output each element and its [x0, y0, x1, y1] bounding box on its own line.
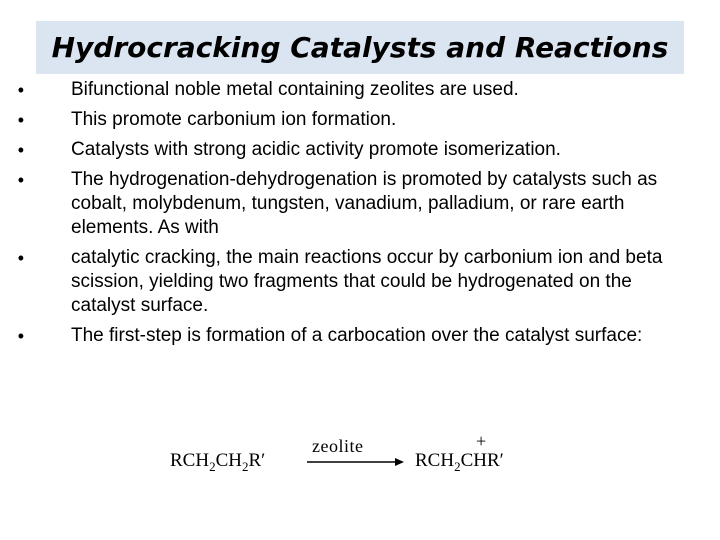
product-formula: $RCH_2CHR'$ — [415, 450, 504, 474]
bullet-item — [4, 246, 694, 318]
bullet-item — [4, 78, 694, 102]
bullet-item — [4, 168, 694, 240]
bullet-list — [4, 78, 694, 354]
bullet-text: Catalysts with strong acidic activity promote isomerization. — [71, 139, 561, 160]
reaction-equation — [170, 431, 570, 486]
bullet-text: catalytic cracking, the main reactions occur by carbonium ion and beta scission, yielding two fragments that could be hydrogenated on the catalyst surface. — [71, 247, 663, 316]
bullet-text: The hydrogenation-dehydrogenation is promoted by catalysts such as cobalt, molybdenum, tungsten, vanadium, palladium, or rare earth elements. As with — [71, 169, 658, 238]
bullet-dot: • — [17, 110, 24, 130]
bullet-dot: • — [17, 170, 24, 190]
reaction-arrow-icon — [305, 456, 405, 468]
bullet-text: This promote carbonium ion formation. — [71, 109, 397, 130]
arrow-label: zeolite — [312, 436, 364, 456]
charge-symbol: + — [476, 431, 487, 451]
title-band — [36, 21, 684, 74]
bullet-dot: • — [17, 140, 24, 160]
bullet-dot: • — [17, 326, 24, 346]
bullet-text: Bifunctional noble metal containing zeolites are used. — [71, 79, 519, 100]
bullet-dot: • — [17, 80, 24, 100]
bullet-dot: • — [17, 248, 24, 268]
bullet-item — [4, 108, 694, 132]
bullet-item — [4, 138, 694, 162]
reactant-formula: $RCH_2CH_2R'$ — [170, 450, 266, 474]
bullet-item — [4, 324, 694, 348]
slide-title: Hydrocracking Catalysts and Reactions — [51, 31, 669, 64]
bullet-text: The first-step is formation of a carbocation over the catalyst surface: — [71, 325, 643, 346]
